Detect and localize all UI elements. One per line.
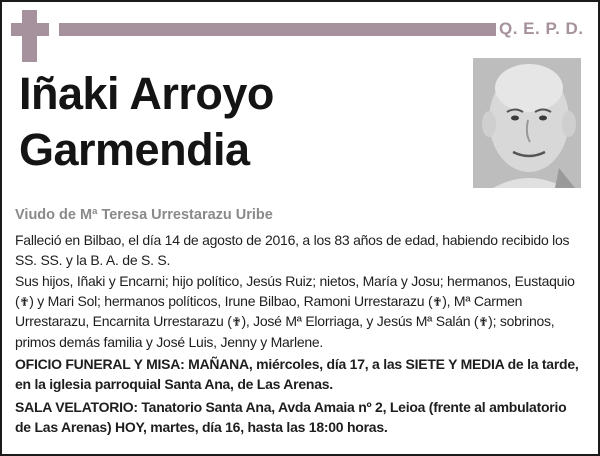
- wake-room-paragraph: SALA VELATORIO: Tanatorio Santa Ana, Avda Amaia nº 2, Leioa (frente al ambulatorio de Las Arenas) HOY, martes, día 16, hasta las 18:00 horas.: [15, 399, 567, 435]
- header-rule: [59, 23, 496, 36]
- latin-cross-icon: [22, 10, 37, 62]
- deceased-name-line2: Garmendia: [19, 124, 250, 175]
- death-notice-paragraph: Falleció en Bilbao, el día 14 de agosto de 2016, a los 83 años de edad, habiendo recibido los SS. SS. y la B. A. de S. S.: [15, 232, 570, 268]
- deceased-name: [19, 66, 274, 178]
- deceased-cross-icon: ✟: [231, 315, 242, 329]
- deceased-cross-icon: ✟: [432, 294, 443, 309]
- funeral-mass-paragraph: OFICIO FUNERAL Y MISA: MAÑANA, miércoles, día 17, a las SIETE Y MEDIA de la tarde, en la iglesia parroquial Santa Ana, de Las Arenas.: [15, 356, 579, 392]
- family-text: Sus hijos, Iñaki y Encarni; hijo político, Jesús Ruiz; nietos, María y Josu; hermanos, Eustaquio (: [15, 273, 575, 309]
- widower-subtitle: Viudo de Mª Teresa Urrestarazu Uribe: [15, 207, 273, 223]
- deceased-cross-icon: ✟: [478, 315, 489, 329]
- family-text: ); sobrinos, primos demás familia y José Luis, Jenny y Marlene.: [15, 313, 555, 350]
- qepd-label: Q. E. P. D.: [499, 19, 584, 38]
- latin-cross-icon-arm: [11, 23, 49, 36]
- family-text: ), Mª Carmen Urrestarazu, Encarnita Urrestarazu (: [15, 292, 523, 329]
- portrait-icon: [473, 58, 581, 188]
- deceased-cross-icon: ✟: [19, 294, 30, 309]
- family-text: ), José Mª Elorriaga, y Jesús Mª Salán (: [241, 313, 479, 329]
- family-text: ) y Mari Sol; hermanos políticos, Irune Bilbao, Ramoni Urrestarazu (: [29, 292, 433, 309]
- deceased-photo: [473, 58, 581, 188]
- family-paragraph: [15, 272, 585, 352]
- deceased-name-line1: Iñaki Arroyo: [19, 68, 274, 119]
